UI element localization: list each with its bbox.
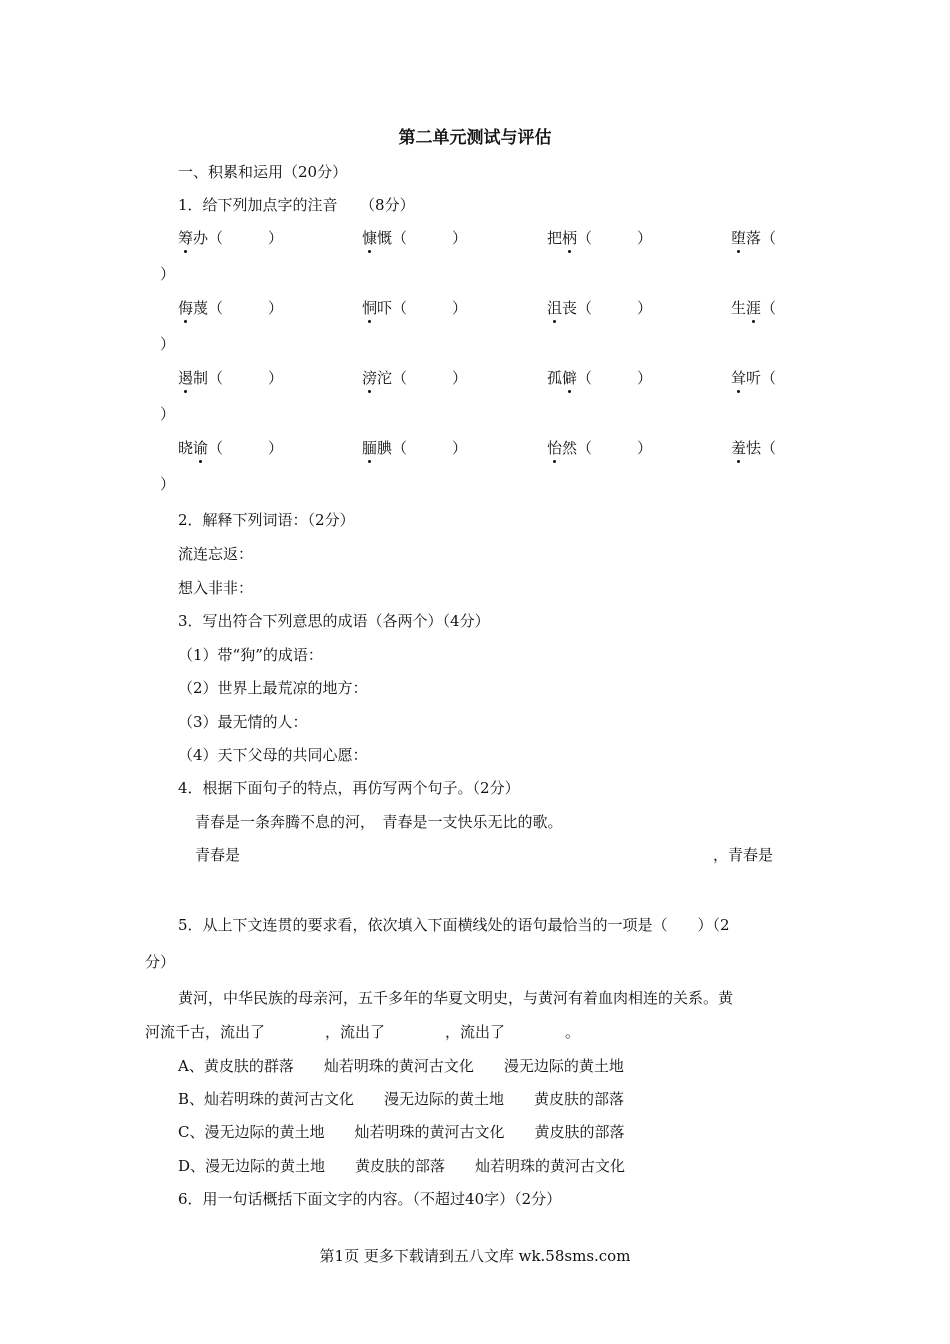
- question-3-label: 3．写出符合下列意思的成语（各两个）（4分）: [178, 612, 490, 630]
- wrapped-closing-paren: ）: [160, 265, 176, 283]
- pinyin-item: [362, 438, 467, 458]
- page-title: 第二单元测试与评估: [398, 128, 552, 148]
- pinyin-item-suffix: 办（ ）: [193, 229, 284, 247]
- option-d: D、漫无边际的黄土地 黄皮肤的部落 灿若明珠的黄河古文化: [178, 1157, 626, 1175]
- dotted-character: 怡: [547, 439, 563, 457]
- pinyin-item: [547, 298, 652, 318]
- idiom-item-4: （4）天下父母的共同心愿：: [178, 746, 368, 764]
- page-footer: 第1页 更多下载请到五八文库 wk.58sms.com: [319, 1247, 631, 1265]
- option-c: C、漫无边际的黄土地 灿若明珠的黄河古文化 黄皮肤的部落: [178, 1123, 625, 1141]
- pinyin-item-prefix: 把: [547, 229, 563, 247]
- pinyin-item-suffix: 听（: [746, 369, 777, 387]
- pinyin-item: [547, 368, 652, 388]
- dotted-character: 慷: [362, 229, 378, 247]
- question-4-label: 4．根据下面句子的特点，再仿写两个句子。（2分）: [178, 779, 520, 797]
- pinyin-item-suffix: 制（ ）: [193, 369, 284, 387]
- idiom-item-1: （1）带“狗”的成语：: [178, 646, 323, 664]
- section-heading: 一、积累和运用（20分）: [178, 163, 348, 181]
- imitation-start: 青春是: [195, 846, 241, 864]
- question-5-label-cont: 分）: [145, 953, 176, 971]
- pinyin-item: [362, 228, 467, 248]
- wrapped-closing-paren: ）: [160, 335, 176, 353]
- idiom-item-3: （3）最无情的人：: [178, 713, 308, 731]
- option-b: B、灿若明珠的黄河古文化 漫无边际的黄土地 黄皮肤的部落: [178, 1090, 625, 1108]
- pinyin-item: [547, 438, 652, 458]
- pinyin-item: [547, 228, 652, 248]
- dotted-character: 涯: [746, 299, 762, 317]
- dotted-character: 羞: [731, 439, 747, 457]
- dotted-character: 滂: [362, 369, 378, 387]
- pinyin-item: [178, 298, 283, 318]
- idiom-item-2: （2）世界上最荒凉的地方：: [178, 679, 368, 697]
- pinyin-item-suffix: 沱（ ）: [377, 369, 468, 387]
- pinyin-item: [731, 368, 776, 388]
- dotted-character: 筹: [178, 229, 194, 247]
- wrapped-closing-paren: ）: [160, 475, 176, 493]
- pinyin-item-suffix: 丧（ ）: [562, 299, 653, 317]
- dotted-character: 侮: [178, 299, 194, 317]
- pinyin-item: [178, 438, 283, 458]
- question-1-label: 1．给下列加点字的注音 （8分）: [178, 196, 415, 214]
- pinyin-item-suffix: 怯（: [746, 439, 777, 457]
- question-5-label: 5．从上下文连贯的要求看，依次填入下面横线处的语句最恰当的一项是（ ）（2: [178, 916, 730, 934]
- pinyin-item-prefix: 生: [731, 299, 747, 317]
- pinyin-item: [731, 228, 776, 248]
- pinyin-item-suffix: 吓（ ）: [377, 299, 468, 317]
- dotted-character: 恫: [362, 299, 378, 317]
- pinyin-item: [731, 298, 776, 318]
- term-1: 流连忘返：: [178, 545, 254, 563]
- example-sentence: 青春是一条奔腾不息的河， 青春是一支快乐无比的歌。: [195, 813, 563, 831]
- dotted-character: 谕: [193, 439, 209, 457]
- term-2: 想入非非：: [178, 579, 254, 597]
- pinyin-item-prefix: 孤: [547, 369, 563, 387]
- imitation-end: ，青春是: [713, 846, 774, 864]
- dotted-character: 堕: [731, 229, 747, 247]
- dotted-character: 耸: [731, 369, 747, 387]
- question-2-label: 2．解释下列词语：（2分）: [178, 511, 355, 529]
- passage-line-1: 黄河，中华民族的母亲河，五千多年的华夏文明史，与黄河有着血肉相连的关系。黄: [178, 989, 734, 1007]
- question-6-label: 6．用一句话概括下面文字的内容。（不超过40字）（2分）: [178, 1190, 562, 1208]
- pinyin-item-suffix: 落（: [746, 229, 777, 247]
- pinyin-item-suffix: （ ）: [577, 229, 653, 247]
- pinyin-item-suffix: （: [761, 299, 777, 317]
- option-a: A、黄皮肤的群落 灿若明珠的黄河古文化 漫无边际的黄土地: [178, 1057, 624, 1075]
- passage-line-2: 河流千古，流出了 ，流出了 ，流出了 。: [145, 1023, 581, 1041]
- pinyin-item: [362, 298, 467, 318]
- dotted-character: 僻: [562, 369, 578, 387]
- pinyin-item-suffix: （ ）: [577, 369, 653, 387]
- pinyin-item-suffix: （ ）: [208, 439, 284, 457]
- dotted-character: 沮: [547, 299, 563, 317]
- pinyin-item: [178, 228, 283, 248]
- wrapped-closing-paren: ）: [160, 405, 176, 423]
- pinyin-item: [362, 368, 467, 388]
- pinyin-item-suffix: 蔑（ ）: [193, 299, 284, 317]
- dotted-character: 遏: [178, 369, 194, 387]
- pinyin-item-suffix: 腆（ ）: [377, 439, 468, 457]
- dotted-character: 柄: [562, 229, 578, 247]
- pinyin-item-suffix: 然（ ）: [562, 439, 653, 457]
- pinyin-item-suffix: 慨（ ）: [377, 229, 468, 247]
- dotted-character: 腼: [362, 439, 378, 457]
- pinyin-item-prefix: 晓: [178, 439, 194, 457]
- pinyin-item: [731, 438, 776, 458]
- pinyin-item: [178, 368, 283, 388]
